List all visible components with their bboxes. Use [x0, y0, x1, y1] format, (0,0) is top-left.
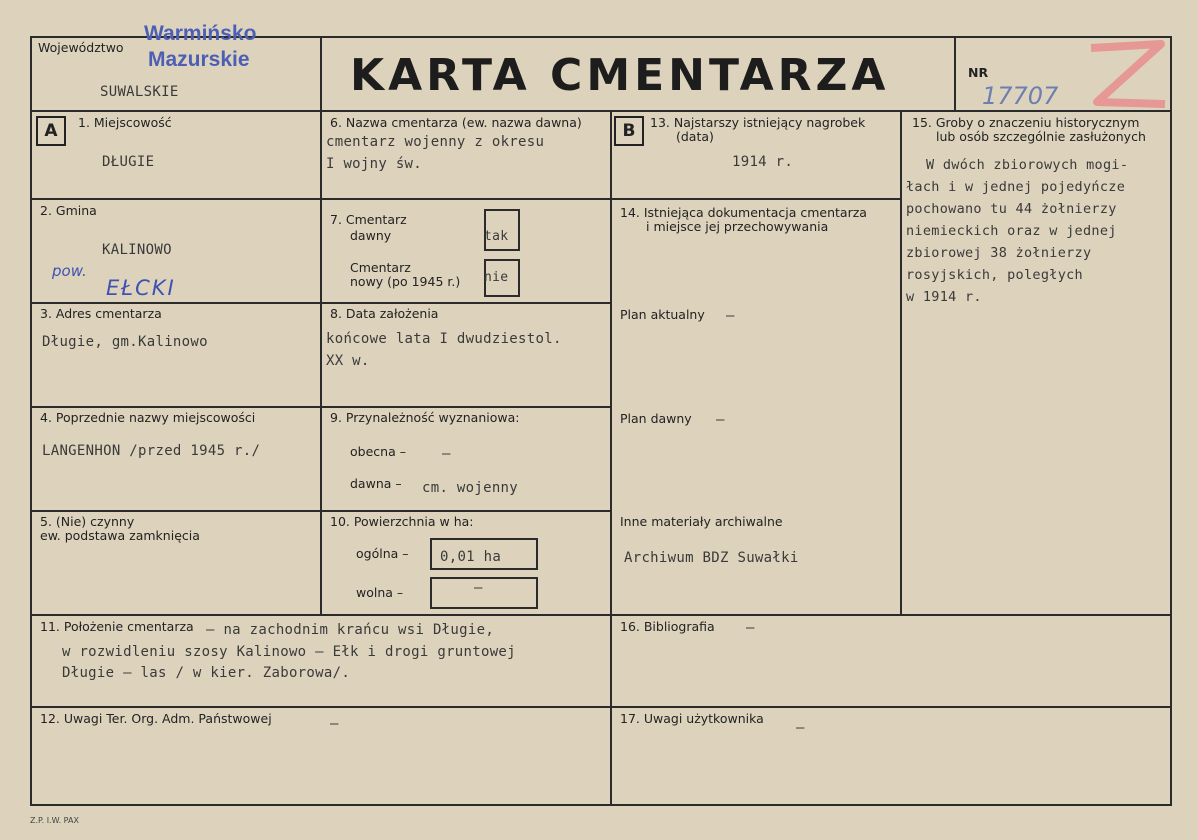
card-title: KARTA CMENTARZA [350, 50, 890, 101]
field-6-value-line2: I wojny św. [326, 156, 423, 172]
field-11-value-line1: – na zachodnim krańcu wsi Długie, [206, 622, 495, 638]
other-materials-value: Archiwum BDZ Suwałki [624, 550, 799, 566]
voivodeship-stamp-line1: Warmińsko [144, 22, 257, 45]
field-11-value-line3: Długie – las / w kier. Zaborowa/. [62, 665, 351, 681]
field-6-value-line1: cmentarz wojenny z okresu [326, 134, 545, 150]
field-7-label: 7. Cmentarz [330, 212, 407, 227]
nr-label: NR [968, 65, 989, 80]
field-3-value: Długie, gm.Kalinowo [42, 334, 208, 350]
field-2-hand-prefix: pow. [52, 262, 87, 280]
section-a-letter: A [36, 116, 66, 146]
field-1-label: 1. Miejscowość [78, 115, 172, 130]
field-6-label: 6. Nazwa cmentarza (ew. nazwa dawna) [330, 115, 582, 130]
plan-current-label: Plan aktualny [620, 307, 705, 322]
field-5-sublabel: ew. podstawa zamknięcia [40, 528, 200, 543]
field-14-sublabel: i miejsce jej przechowywania [646, 219, 829, 234]
voivodeship-typed-value: SUWALSKIE [100, 84, 179, 100]
printer-footer: Z.P. I.W. PAX [30, 816, 79, 825]
field-10-free-box [430, 577, 538, 609]
field-15-line-6: rosyjskich, poległych [906, 267, 1083, 283]
plan-old-label: Plan dawny [620, 411, 692, 426]
field-15-line-1: W dwóch zbiorowych mogi- [926, 157, 1129, 173]
field-2-value: KALINOWO [102, 242, 172, 258]
field-13-value: 1914 r. [732, 154, 794, 170]
plan-old-value: – [716, 412, 725, 428]
field-4-label: 4. Poprzednie nazwy miejscowości [40, 410, 256, 425]
field-9-former-value: cm. wojenny [422, 480, 519, 496]
field-13-label: 13. Najstarszy istniejący nagrobek [650, 115, 866, 130]
field-10-total-value: 0,01 ha [440, 549, 502, 565]
field-10-free-value: – [474, 580, 483, 596]
red-z-mark-icon [1085, 40, 1167, 110]
field-15-line-4: niemieckich oraz w jednej [906, 223, 1117, 239]
nr-handwritten-value: 17707 [982, 82, 1059, 110]
field-12-value: – [330, 716, 339, 732]
field-7-new-sublabel: nowy (po 1945 r.) [350, 274, 461, 289]
field-8-value-line1: końcowe lata I dwudziestol. [326, 331, 562, 347]
field-15-label: 15. Groby o znaczeniu historycznym [912, 115, 1140, 130]
field-9-label: 9. Przynależność wyznaniowa: [330, 410, 520, 425]
field-11-label: 11. Położenie cmentarza [40, 619, 194, 634]
section-b-letter: B [614, 116, 644, 146]
field-14-label: 14. Istniejąca dokumentacja cmentarza [620, 205, 867, 220]
field-10-free-label: wolna – [356, 585, 404, 600]
field-7-old-value: tak [484, 229, 509, 244]
field-1-value: DŁUGIE [102, 154, 155, 170]
field-16-value: – [746, 620, 755, 636]
field-15-line-2: łach i w jednej pojedyńcze [906, 179, 1126, 195]
field-17-label: 17. Uwagi użytkownika [620, 711, 764, 726]
field-4-value: LANGENHON /przed 1945 r./ [42, 443, 261, 459]
field-11-value-line2: w rozwidleniu szosy Kalinowo – Ełk i drogi gruntowej [62, 644, 516, 660]
field-8-label: 8. Data założenia [330, 306, 439, 321]
field-7-new-label: Cmentarz [350, 260, 411, 275]
other-materials-label: Inne materiały archiwalne [620, 514, 783, 529]
field-13-sublabel: (data) [676, 129, 714, 144]
field-7-old-label: dawny [350, 228, 392, 243]
field-5-label: 5. (Nie) czynny [40, 514, 135, 529]
voivodeship-label: Województwo [38, 40, 124, 55]
field-2-hand-value: EŁCKI [106, 276, 176, 300]
field-10-total-label: ogólna – [356, 546, 409, 561]
field-15-line-5: zbiorowej 38 żołnierzy [906, 245, 1092, 261]
field-7-new-value: nie [484, 270, 509, 285]
field-15-line-3: pochowano tu 44 żołnierzy [906, 201, 1117, 217]
field-8-value-line2: XX w. [326, 353, 370, 369]
voivodeship-stamp-line2: Mazurskie [148, 48, 250, 71]
plan-current-value: – [726, 308, 735, 324]
field-12-label: 12. Uwagi Ter. Org. Adm. Państwowej [40, 711, 272, 726]
field-16-label: 16. Bibliografia [620, 619, 715, 634]
field-3-label: 3. Adres cmentarza [40, 306, 162, 321]
field-9-current-value: – [442, 446, 451, 462]
field-17-value: – [796, 720, 805, 736]
field-9-current-label: obecna – [350, 444, 406, 459]
field-15-sublabel: lub osób szczególnie zasłużonych [936, 129, 1146, 144]
field-9-former-label: dawna – [350, 476, 402, 491]
field-15-line-7: w 1914 r. [906, 289, 982, 305]
field-10-label: 10. Powierzchnia w ha: [330, 514, 474, 529]
field-2-label: 2. Gmina [40, 203, 97, 218]
